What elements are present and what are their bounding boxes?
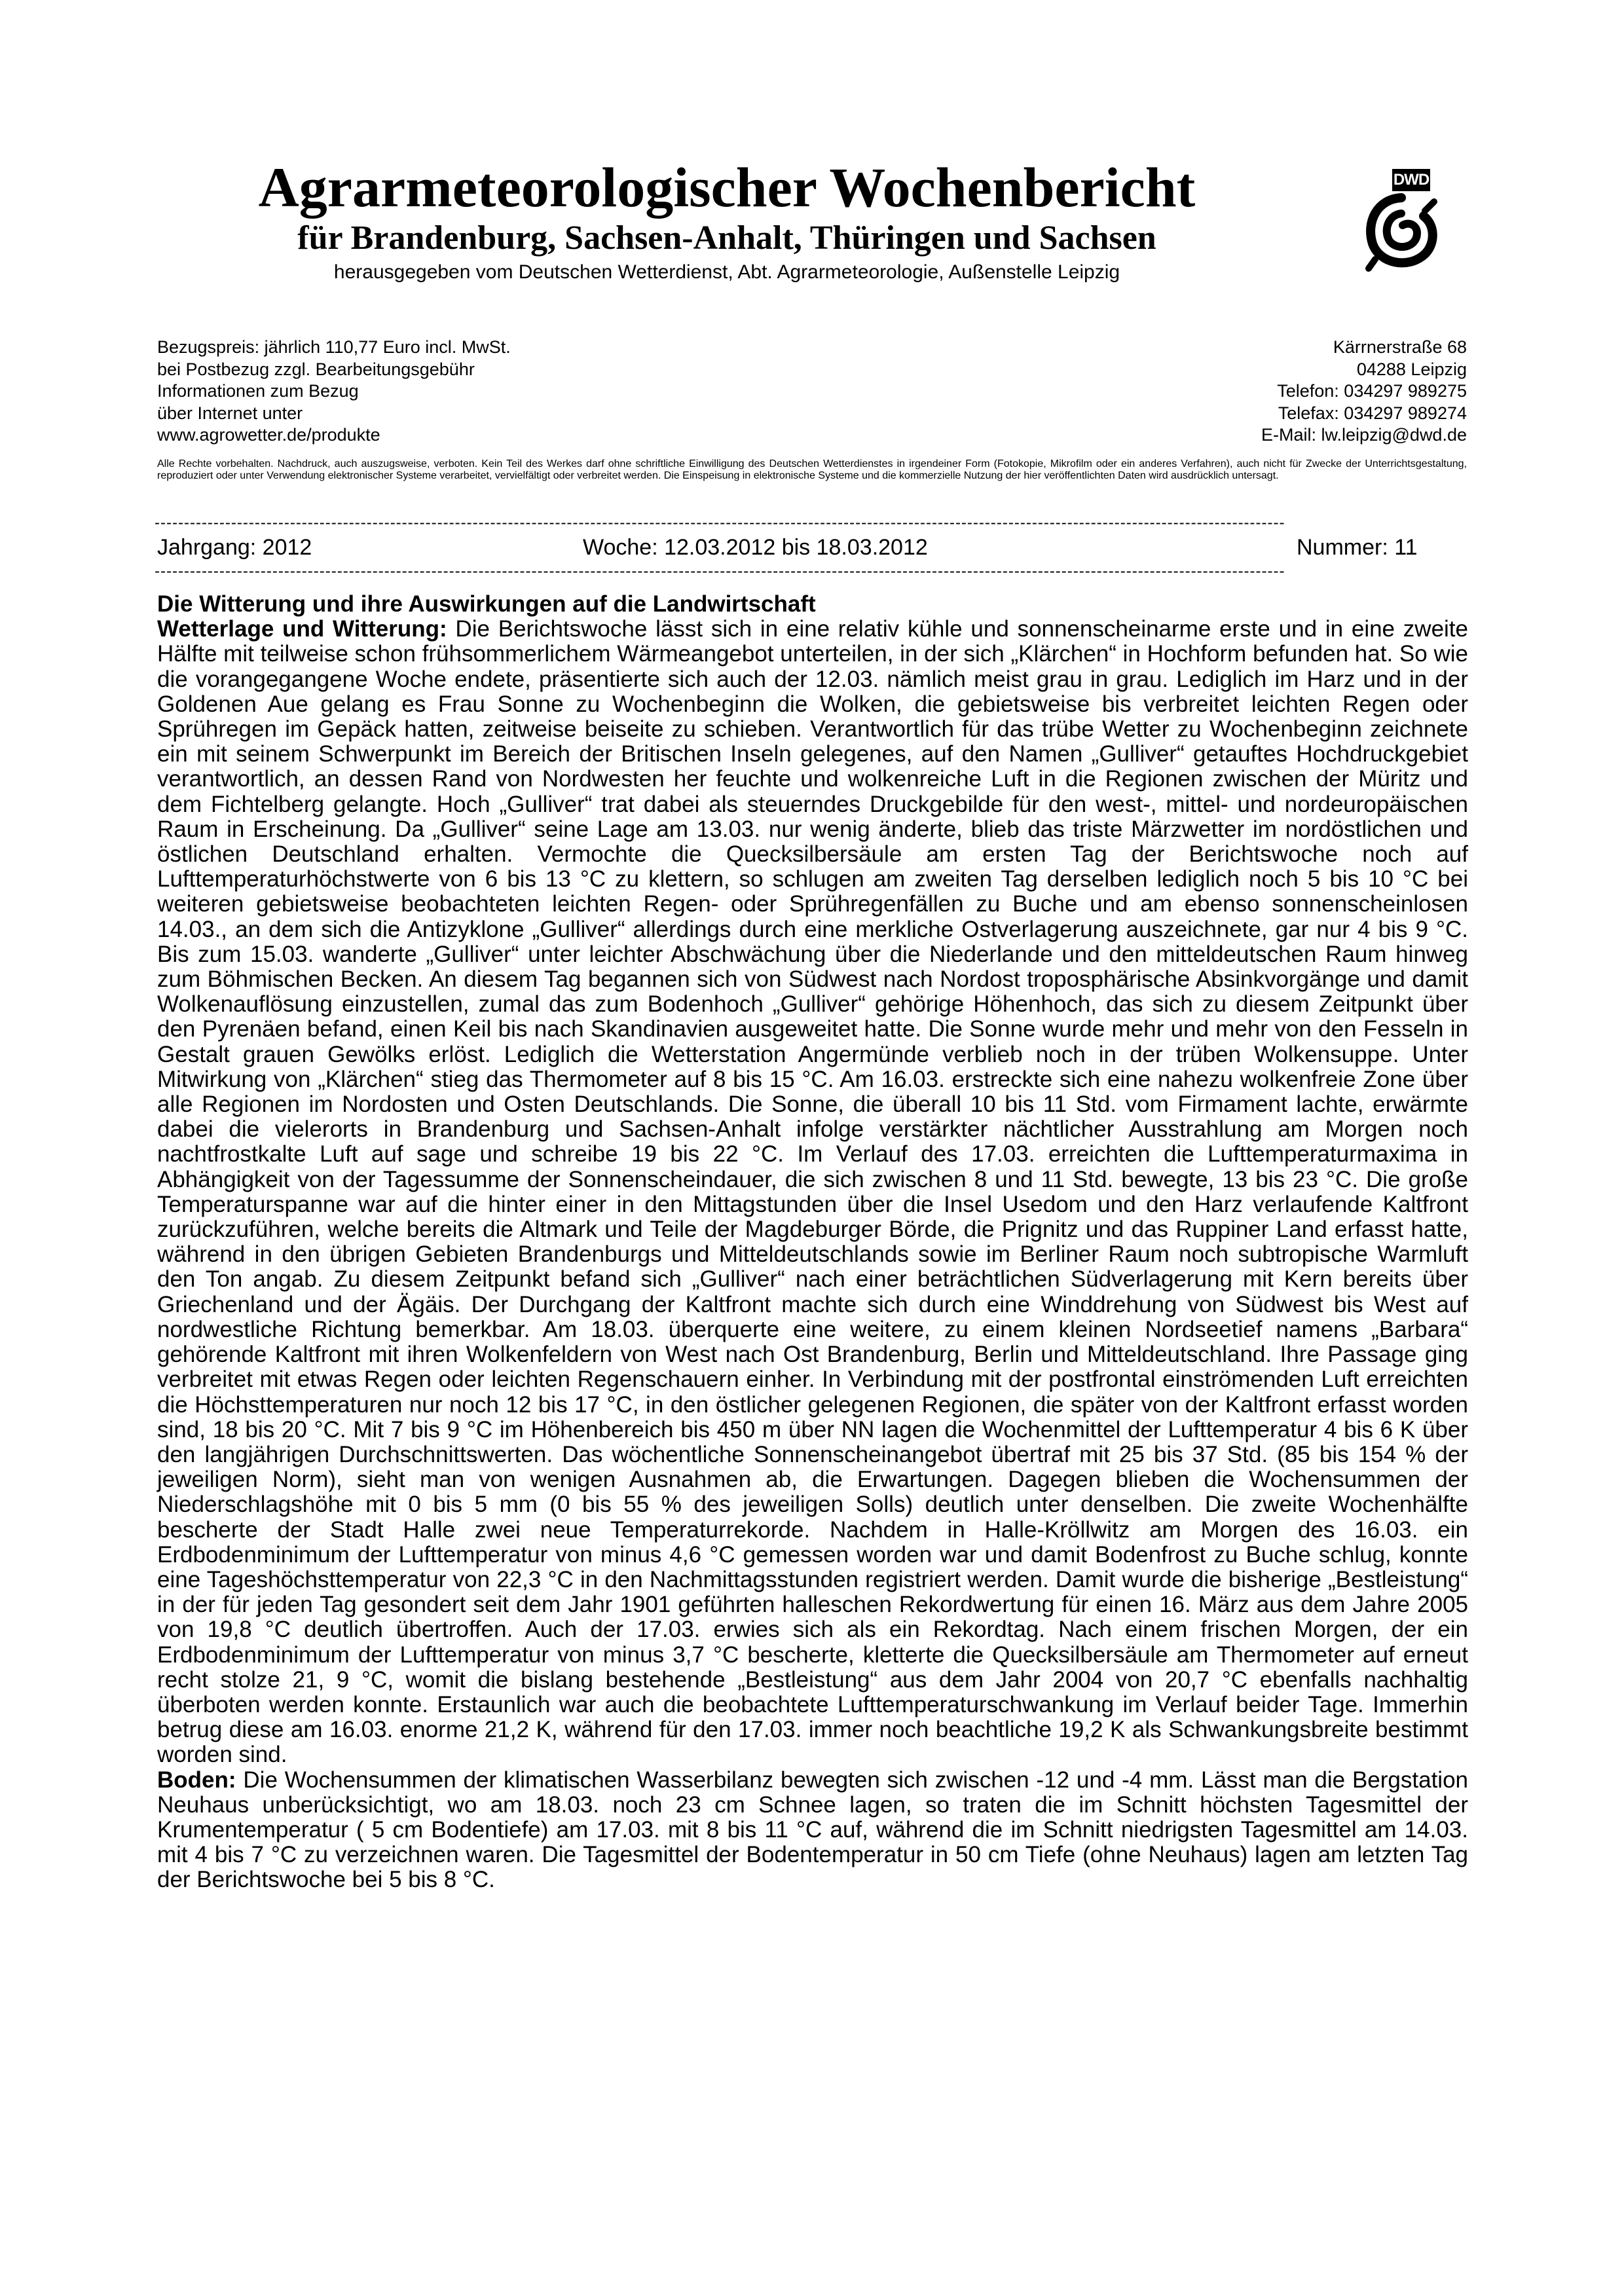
soil-label: Boden: [157,1767,236,1793]
address-city: 04288 Leipzig [1356,359,1467,379]
weather-paragraph [157,617,1468,1767]
subscription-line: Informationen zum Bezug [157,381,359,401]
address-phone: Telefon: 034297 989275 [1277,381,1467,401]
soil-paragraph [157,1768,1468,1893]
separator-bottom: ------------------------------------------------------------------------------------------------------------------------------------------------------------------------------------------------ [155,562,1285,580]
report-title: Agrarmeteorologischer Wochenbericht [258,156,1196,219]
subscription-line: bei Postbezug zzgl. Bearbeitungsgebühr [157,359,475,379]
separator-top: ------------------------------------------------------------------------------------------------------------------------------------------------------------------------------------------------ [155,514,1285,532]
rights-notice: Alle Rechte vorbehalten. Nachdruck, auch auszugsweise, verboten. Kein Teil des Werkes darf ohne schriftliche Einwilligung des Deutschen Wetterdienstes in irgendeiner Form (Fotokopie, Mikrofilm oder ein anderes Verfahren), auch nicht für Zwecke der Unterrichtsgestaltung, reproduziert oder unter Verwendung elektronischer Systeme verarbeitet, vervielfältigt oder verbreitet werden. Die Einspeisung in elektronische Systeme und die kommerzielle Nutzung der hier veröffentlichten Daten wird ausdrücklich untersagt. [157,458,1467,481]
subscription-url[interactable]: www.agrowetter.de/produkte [157,425,380,445]
address-block [1261,337,1467,447]
subscription-info [157,337,511,447]
article-heading: Die Witterung und ihre Auswirkungen auf die Landwirtschaft [157,591,816,617]
subscription-line: über Internet unter [157,403,303,423]
soil-text: Die Wochensummen der klimatischen Wasserbilanz bewegten sich zwischen -12 und -4 mm. Lässt man die Bergstation Neuhaus unberücksichtigt, wo am 18.03. noch 23 cm Schnee lagen, so traten die im Schnitt höchsten Tagesmittel der Krumentemperatur ( 5 cm Bodentiefe) am 17.03. mit 8 bis 11 °C auf, während die im Schnitt niedrigsten Tagesmittel am 14.03. mit 4 bis 7 °C zu verzeichnen waren. Die Tagesmittel der Bodentemperatur in 50 cm Tiefe (ohne Neuhaus) lagen am letzten Tag der Berichtswoche bei 5 bis 8 °C. [157,1767,1468,1893]
subscription-line: Bezugspreis: jährlich 110,77 Euro incl. MwSt. [157,337,511,357]
address-fax: Telefax: 034297 989274 [1278,403,1467,423]
issue-week: Woche: 12.03.2012 bis 18.03.2012 [583,535,928,560]
article-body [157,592,1468,1893]
weather-text: Die Berichtswoche lässt sich in eine relativ kühle und sonnenscheinarme erste und in eine zweite Hälfte mit teilweise schon frühsommerlichem Wärmeangebot unterteilen, in der sich „Klärchen“ in Hochform befunden hat. So wie die vorangegangene Woche endete, präsentierte sich auch der 12.03. nämlich meist grau in grau. Lediglich im Harz und in der Goldenen Aue gelang es Frau Sonne zu Wochenbeginn die Wolken, die gebietsweise bis verbreitet leichten Regen oder Sprühregen im Gepäck hatten, zeitweise beiseite zu schieben. Verantwortlich für das trübe Wetter zu Wochenbeginn zeichnete ein mit seinem Schwerpunkt im Bereich der Britischen Inseln gelegenes, auf den Namen „Gulliver“ getauftes Hochdruckgebiet verantwortlich, an dessen Rand von Nordwesten her feuchte und wolkenreiche Luft in die Regionen zwischen der Müritz und dem Fichtelberg gelangte. Hoch „Gulliver“ trat dabei als steuerndes Druckgebilde für den west-, mittel- und nordeuropäischen Raum in Erscheinung. Da „Gulliver“ seine Lage am 13.03. nur wenig änderte, blieb das triste Märzwetter im nordöstlichen und östlichen Deutschland erhalten. Vermochte die Quecksilbersäule am ersten Tag der Berichtswoche noch auf Lufttemperaturhöchstwerte von 6 bis 13 °C zu klettern, so schlugen am zweiten Tag derselben lediglich noch 5 bis 10 °C bei weiteren gebietsweise beobachteten leichten Regen- oder Sprühregenfällen zu Buche und am ebenso sonnenscheinlosen 14.03., an dem sich die Antizyklone „Gulliver“ allerdings durch eine merkliche Ostverlagerung auszeichnete, gar nur 4 bis 9 °C. Bis zum 15.03. wanderte „Gulliver“ unter leichter Abschwächung über die Niederlande und den mitteldeutschen Raum hinweg zum Böhmischen Becken. An diesem Tag begannen sich von Südwest nach Nordost troposphärische Absinkvorgänge und damit Wolkenauflösung einzustellen, zumal das zum Bodenhoch „Gulliver“ gehörige Höhenhoch, das sich zu diesem Zeitpunkt über den Pyrenäen befand, einen Keil bis nach Skandinavien ausgeweitet hatte. Die Sonne wurde mehr und mehr von den Fesseln in Gestalt grauen Gewölks erlöst. Lediglich die Wetterstation Angermünde verblieb noch in der trüben Wolkensuppe. Unter Mitwirkung von „Klärchen“ stieg das Thermometer auf 8 bis 15 °C. Am 16.03. erstreckte sich eine nahezu wolkenfreie Zone über alle Regionen im Nordosten und Osten Deutschlands. Die Sonne, die überall 10 bis 11 Std. vom Firmament lachte, erwärmte dabei die vielerorts in Brandenburg und Sachsen-Anhalt infolge verstärkter nächtlicher Ausstrahlung am Morgen noch nachtfrostkalte Luft auf sage und schreibe 19 bis 22 °C. Im Verlauf des 17.03. erreichten die Lufttemperaturmaxima in Abhängigkeit von der Tagessumme der Sonnenscheindauer, die sich zwischen 8 und 11 Std. bewegte, 13 bis 23 °C. Die große Temperaturspanne war auf die hinter einer in den Mittagstunden über die Insel Usedom und den Harz verlaufende Kaltfront zurückzuführen, welche bereits die Altmark und Teile der Magdeburger Börde, die Prignitz und das Ruppiner Land erfasst hatte, während in den übrigen Gebieten Brandenburgs und Mitteldeutschlands sowie im Berliner Raum noch subtropische Warmluft den Ton angab. Zu diesem Zeitpunkt befand sich „Gulliver“ nach einer beträchtlichen Südverlagerung mit Kern bereits über Griechenland und der Ägäis. Der Durchgang der Kaltfront machte sich durch eine Winddrehung von Südwest bis West auf nordwestliche Richtung bemerkbar. Am 18.03. überquerte eine weitere, zu einem kleinen Nordseetief namens „Barbara“ gehörende Kaltfront mit ihren Wolkenfeldern von West nach Ost Brandenburg, Berlin und Mitteldeutschland. Ihre Passage ging verbreitet mit etwas Regen oder leichten Regenschauern einher. In Verbindung mit der postfrontal einströmenden Luft erreichten die Höchsttemperaturen nur noch 12 bis 17 °C, in den östlicher gelegenen Regionen, die später von der Kaltfront erfasst worden sind, 18 bis 20 °C. Mit 7 bis 9 °C im Höhenbereich bis 450 m über NN lagen die Wochenmittel der Lufttemperatur 4 bis 6 K über den langjährigen Durchschnittswerten. Das wöchentliche Sonnenscheinangebot übertraf mit 25 bis 37 Std. (85 bis 154 % der jeweiligen Norm), sieht man von wenigen Ausnahmen ab, die Erwartungen. Dagegen blieben die Wochensummen der Niederschlagshöhe mit 0 bis 5 mm (0 bis 55 % des jeweiligen Solls) deutlich unter denselben. Die zweite Wochenhälfte bescherte der Stadt Halle zwei neue Temperaturrekorde. Nachdem in Halle-Kröllwitz am Morgen des 16.03. ein Erdbodenminimum der Lufttemperatur von minus 4,6 °C gemessen worden war und damit Bodenfrost zu Buche schlug, konnte eine Tageshöchsttemperatur von 22,3 °C in den Nachmittagsstunden registriert werden. Damit wurde die bisherige „Bestleistung“ in der für jeden Tag gesondert seit dem Jahr 1901 geführten halleschen Rekordwertung für einen 16. März aus dem Jahre 2005 von 19,8 °C deutlich übertroffen. Auch der 17.03. erwies sich als ein Rekordtag. Nach einem frischen Morgen, der ein Erdbodenminimum der Lufttemperatur von minus 3,7 °C bescherte, kletterte die Quecksilbersäule am Thermometer auf erneut recht stolze 21, 9 °C, womit die bislang bestehende „Bestleistung“ aus dem Jahr 2004 von 20,7 °C ebenfalls nachhaltig überboten werden konnte. Erstaunlich war auch die beobachtete Lufttemperaturschwankung im Verlauf beider Tage. Immerhin betrug diese am 16.03. enorme 21,2 K, während für den 17.03. immer noch beachtliche 19,2 K als Schwankungsbreite bestimmt worden sind. [157,616,1469,1768]
issue-volume: Jahrgang: 2012 [157,535,312,560]
issue-number: Nummer: 11 [1297,535,1418,560]
weather-label: Wetterlage und Witterung: [157,616,447,642]
dwd-logo [1362,169,1438,274]
publisher-line: herausgegeben vom Deutschen Wetterdienst, Abt. Agrarmeteorologie, Außenstelle Leipzig [333,261,1120,283]
address-email[interactable]: E-Mail: lw.leipzig@dwd.de [1261,425,1467,445]
dwd-logo-text: DWD [1392,169,1430,191]
address-street: Kärrnerstraße 68 [1333,337,1467,357]
issue-info [157,533,1467,562]
dwd-spiral-icon [1362,191,1438,272]
report-subtitle: für Brandenburg, Sachsen-Anhalt, Thüringen und Sachsen [297,219,1156,257]
